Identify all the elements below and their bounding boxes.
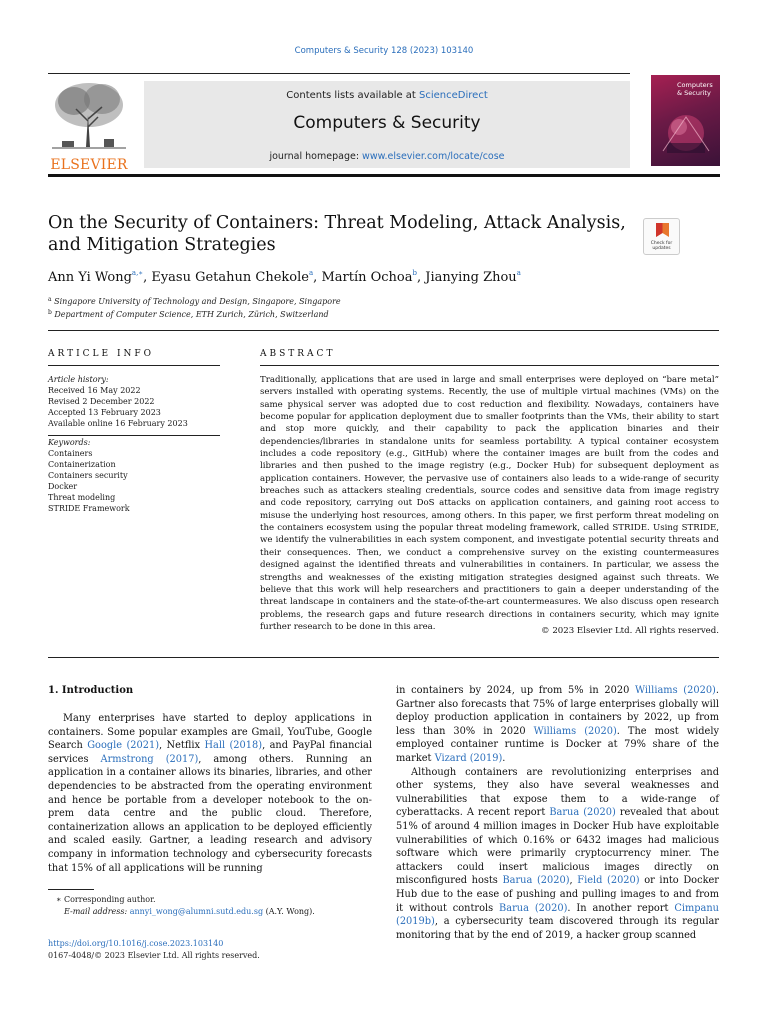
check-for-updates-button[interactable] <box>643 218 680 255</box>
body-text: in containers by 2024, up from 5% in 2020 <box>396 685 636 696</box>
body-text: or into Docker Hub due to the ease of pushing and pulling images to and from it without controls <box>396 875 719 914</box>
keyword-item: Containers <box>48 449 93 458</box>
journal-cover-image[interactable] <box>651 75 720 166</box>
body-text: . <box>502 752 506 764</box>
keyword-item: Containers security <box>48 471 128 480</box>
affiliation-key: a <box>48 296 52 303</box>
journal-title: Computers & Security <box>293 113 481 133</box>
abstract-copyright: © 2023 Elsevier Ltd. All rights reserved. <box>541 626 719 636</box>
author-email-link[interactable]: annyi_wong@alumni.sutd.edu.sg <box>129 907 264 916</box>
author-name[interactable]: Ann Yi Wong <box>48 270 132 285</box>
abstract-rule <box>260 365 719 366</box>
body-text: , a cybersecurity team discovered through its regular monitoring that by the end of 2019, a hacker group scanned <box>396 916 719 941</box>
journal-homepage <box>144 151 630 162</box>
author-affiliation-marker[interactable]: a <box>516 269 521 277</box>
citation-link[interactable]: Google (2021) <box>87 740 160 752</box>
body-text: Many enterprises have started to deploy applications in containers. Some popular examples are Gmail, YouTube, Google Search <box>48 713 372 752</box>
masthead-bottom-rule <box>48 174 720 177</box>
doi-link[interactable]: https://doi.org/10.1016/j.cose.2023.103140 <box>48 939 224 948</box>
citation-link[interactable]: Vizard (2019) <box>434 752 503 764</box>
footnote-rule <box>48 889 94 890</box>
cover-title: Computers & Security <box>677 81 713 97</box>
corresponding-author-note <box>48 894 378 906</box>
section-divider <box>48 657 719 658</box>
email-note <box>48 906 378 918</box>
intro-paragraph <box>396 684 719 766</box>
elsevier-logo[interactable] <box>48 81 130 171</box>
abstract-heading: ABSTRACT <box>260 349 336 359</box>
keyword-item: STRIDE Framework <box>48 504 130 513</box>
citation-link[interactable]: Williams (2020) <box>533 725 617 737</box>
intro-paragraph <box>396 766 719 943</box>
journal-reference-link[interactable]: Computers & Security 128 (2023) 103140 <box>294 46 474 56</box>
history-item: Revised 2 December 2022 <box>48 397 155 406</box>
body-text: , among others. Running an application in a container allows its binaries, libraries, and other dependencies to be abstracted from the operating environment and hence be portable from a developer notebook to the on-prem data centre and the public cloud. Therefore, containerization allows an application to be deployed efficiently and scaled easily. Gartner, a leading research and advisory company in information technology and cybersecurity forecasts that 15% of all applications will be running <box>48 753 372 874</box>
introduction-heading: 1. Introduction <box>48 685 134 696</box>
corresponding-author-text: Corresponding author. <box>63 895 156 904</box>
citation-link[interactable]: Barua (2020) <box>549 807 616 819</box>
body-text: Although containers are revolutionizing enterprises and other systems, they also have several weaknesses and vulnerabilities that expose them to a wide-range of cyberattacks. A recent report <box>396 766 719 819</box>
body-text: . The most widely employed container runtime is Docker at 79% share of the market <box>396 725 720 764</box>
body-text: revealed that about 51% of around 4 million images in Docker Hub have exploitable vulnerabilities of which 0.16% or 6432 images had malicious software which were primarily cryptocurrency miner. The attackers could insert malicious images directly on misconfigured hosts <box>396 807 719 887</box>
email-label: E-mail address: <box>64 907 128 916</box>
masthead-top-rule <box>48 73 630 74</box>
keywords-label: Keywords: <box>48 438 91 447</box>
keywords <box>48 437 220 514</box>
affiliations <box>48 294 718 320</box>
history-item: Available online 16 February 2023 <box>48 419 188 428</box>
cover-art-icon <box>659 103 713 157</box>
body-text: , and PayPal financial services <box>48 740 373 765</box>
elsevier-wordmark: ELSEVIER <box>50 157 128 173</box>
keywords-rule <box>48 435 220 436</box>
article-history <box>48 374 220 429</box>
check-updates-label: Check for updates <box>650 241 673 251</box>
author-affiliation-marker[interactable]: a <box>308 269 314 277</box>
author-affiliation-marker[interactable]: b <box>412 269 417 277</box>
body-text: . In another report <box>567 902 675 914</box>
issn-copyright: 0167-4048/© 2023 Elsevier Ltd. All rights reserved. <box>48 951 260 960</box>
keyword-item: Containerization <box>48 460 116 469</box>
affiliation-text: Department of Computer Science, ETH Zurich, Zürich, Switzerland <box>54 310 329 319</box>
affiliation-text: Singapore University of Technology and Design, Singapore, Singapore <box>54 297 341 306</box>
section-divider <box>48 330 719 331</box>
contents-prefix: Contents lists available at <box>286 90 420 101</box>
abstract-text: Traditionally, applications that are used in large and small enterprises were deployed on “bare metal” servers installed with operating systems. Recently, the use of multiple virtual machines (VMs) on the same physical server was adopted due to cost reduction and flexibility. Nowadays, containers have become popular for application deployment due to smaller footprints than the VMs, their ability to start and stop more quickly, and their capability to pack the application binaries and their dependencies/libraries in standalone units for seamless portability. A typical container ecosystem includes a code repository (e.g., GitHub) where the container images are built from the codes and libraries and then pushed to the image registry (e.g., Docker Hub) for subsequent deployment as application containers. However, the pervasive use of containers also leads to a wide-range of security breaches such as attackers stealing credentials, source codes and sensitive data from image registry and code repository, carrying out DoS attacks on application containers, and gaining root access to misuse the underlying host resources, among others. In this paper, we first perform threat modeling on the containers ecosystem using the popular threat modeling framework, called STRIDE. Using STRIDE, we identify the vulnerabilities in each system component, and investigate potential security threats and their consequences. Then, we conduct a comprehensive survey on the existing countermeasures designed against the identified threats and vulnerabilities in containers. In particular, we assess the strengths and weaknesses of the existing mitigation strategies designed against such threats. We believe that this work will help researchers and practitioners to gain a deeper understanding of the threat landscape in containers and the state-of-the-art countermeasures. We also discuss open research problems, the research gaps and future research directions in containers security, which may ignite further research to be done in this area. <box>260 375 719 632</box>
journal-masthead <box>48 73 720 177</box>
history-item: Received 16 May 2022 <box>48 386 141 395</box>
footnote <box>48 894 378 918</box>
affiliation-item <box>48 307 718 320</box>
author-affiliation-marker[interactable]: a,∗ <box>131 269 144 277</box>
check-updates-icon <box>644 219 681 243</box>
history-label: Article history: <box>48 375 109 384</box>
journal-banner <box>144 81 630 168</box>
keyword-item: Docker <box>48 482 78 491</box>
citation-link[interactable]: Williams (2020) <box>635 685 716 696</box>
intro-right-column <box>396 684 719 942</box>
citation-link[interactable]: Armstrong (2017) <box>100 753 199 765</box>
author-name[interactable]: Martín Ochoa <box>321 270 413 285</box>
keyword-item: Threat modeling <box>48 493 116 502</box>
footnote-star: ∗ <box>56 895 62 904</box>
citation-link[interactable]: Barua (2020) <box>502 875 570 887</box>
body-text: , <box>569 875 578 887</box>
sciencedirect-link[interactable]: ScienceDirect <box>419 90 488 101</box>
journal-homepage-link[interactable]: www.elsevier.com/locate/cose <box>362 151 505 162</box>
citation-link[interactable]: Barua (2020) <box>499 902 568 914</box>
citation-link[interactable]: Field (2020) <box>577 875 640 887</box>
paper-title: On the Security of Containers: Threat Modeling, Attack Analysis, and Mitigation Strategies <box>48 213 626 255</box>
article-info-heading: ARTICLE INFO <box>48 349 155 359</box>
article-info-rule <box>48 365 220 366</box>
body-text: , Netflix <box>159 740 205 752</box>
body-text: . Gartner also forecasts that 75% of large enterprises globally will deploy production application in containers by 2022, up from less than 30% in 2020 <box>396 685 720 737</box>
affiliation-key: b <box>48 309 52 316</box>
citation-link[interactable]: Cimpanu (2019b) <box>396 902 719 928</box>
affiliation-item <box>48 294 718 307</box>
elsevier-tree-icon <box>52 81 126 149</box>
intro-left-column <box>48 712 372 875</box>
homepage-prefix: journal homepage: <box>269 151 363 162</box>
author-list: Ann Yi Wong$^{a,∗}$, Eyasu Getahun Chekole$^a$, Martín Ochoa$^b$, Jianying Zhou$^a$ <box>48 269 521 285</box>
email-suffix: (A.Y. Wong). <box>263 907 315 916</box>
citation-link[interactable]: Hall (2018) <box>204 740 263 752</box>
history-item: Accepted 13 February 2023 <box>48 408 161 417</box>
author-name[interactable]: Jianying Zhou <box>425 270 517 285</box>
contents-availability <box>144 90 630 101</box>
author-name[interactable]: Eyasu Getahun Chekole <box>151 270 309 285</box>
